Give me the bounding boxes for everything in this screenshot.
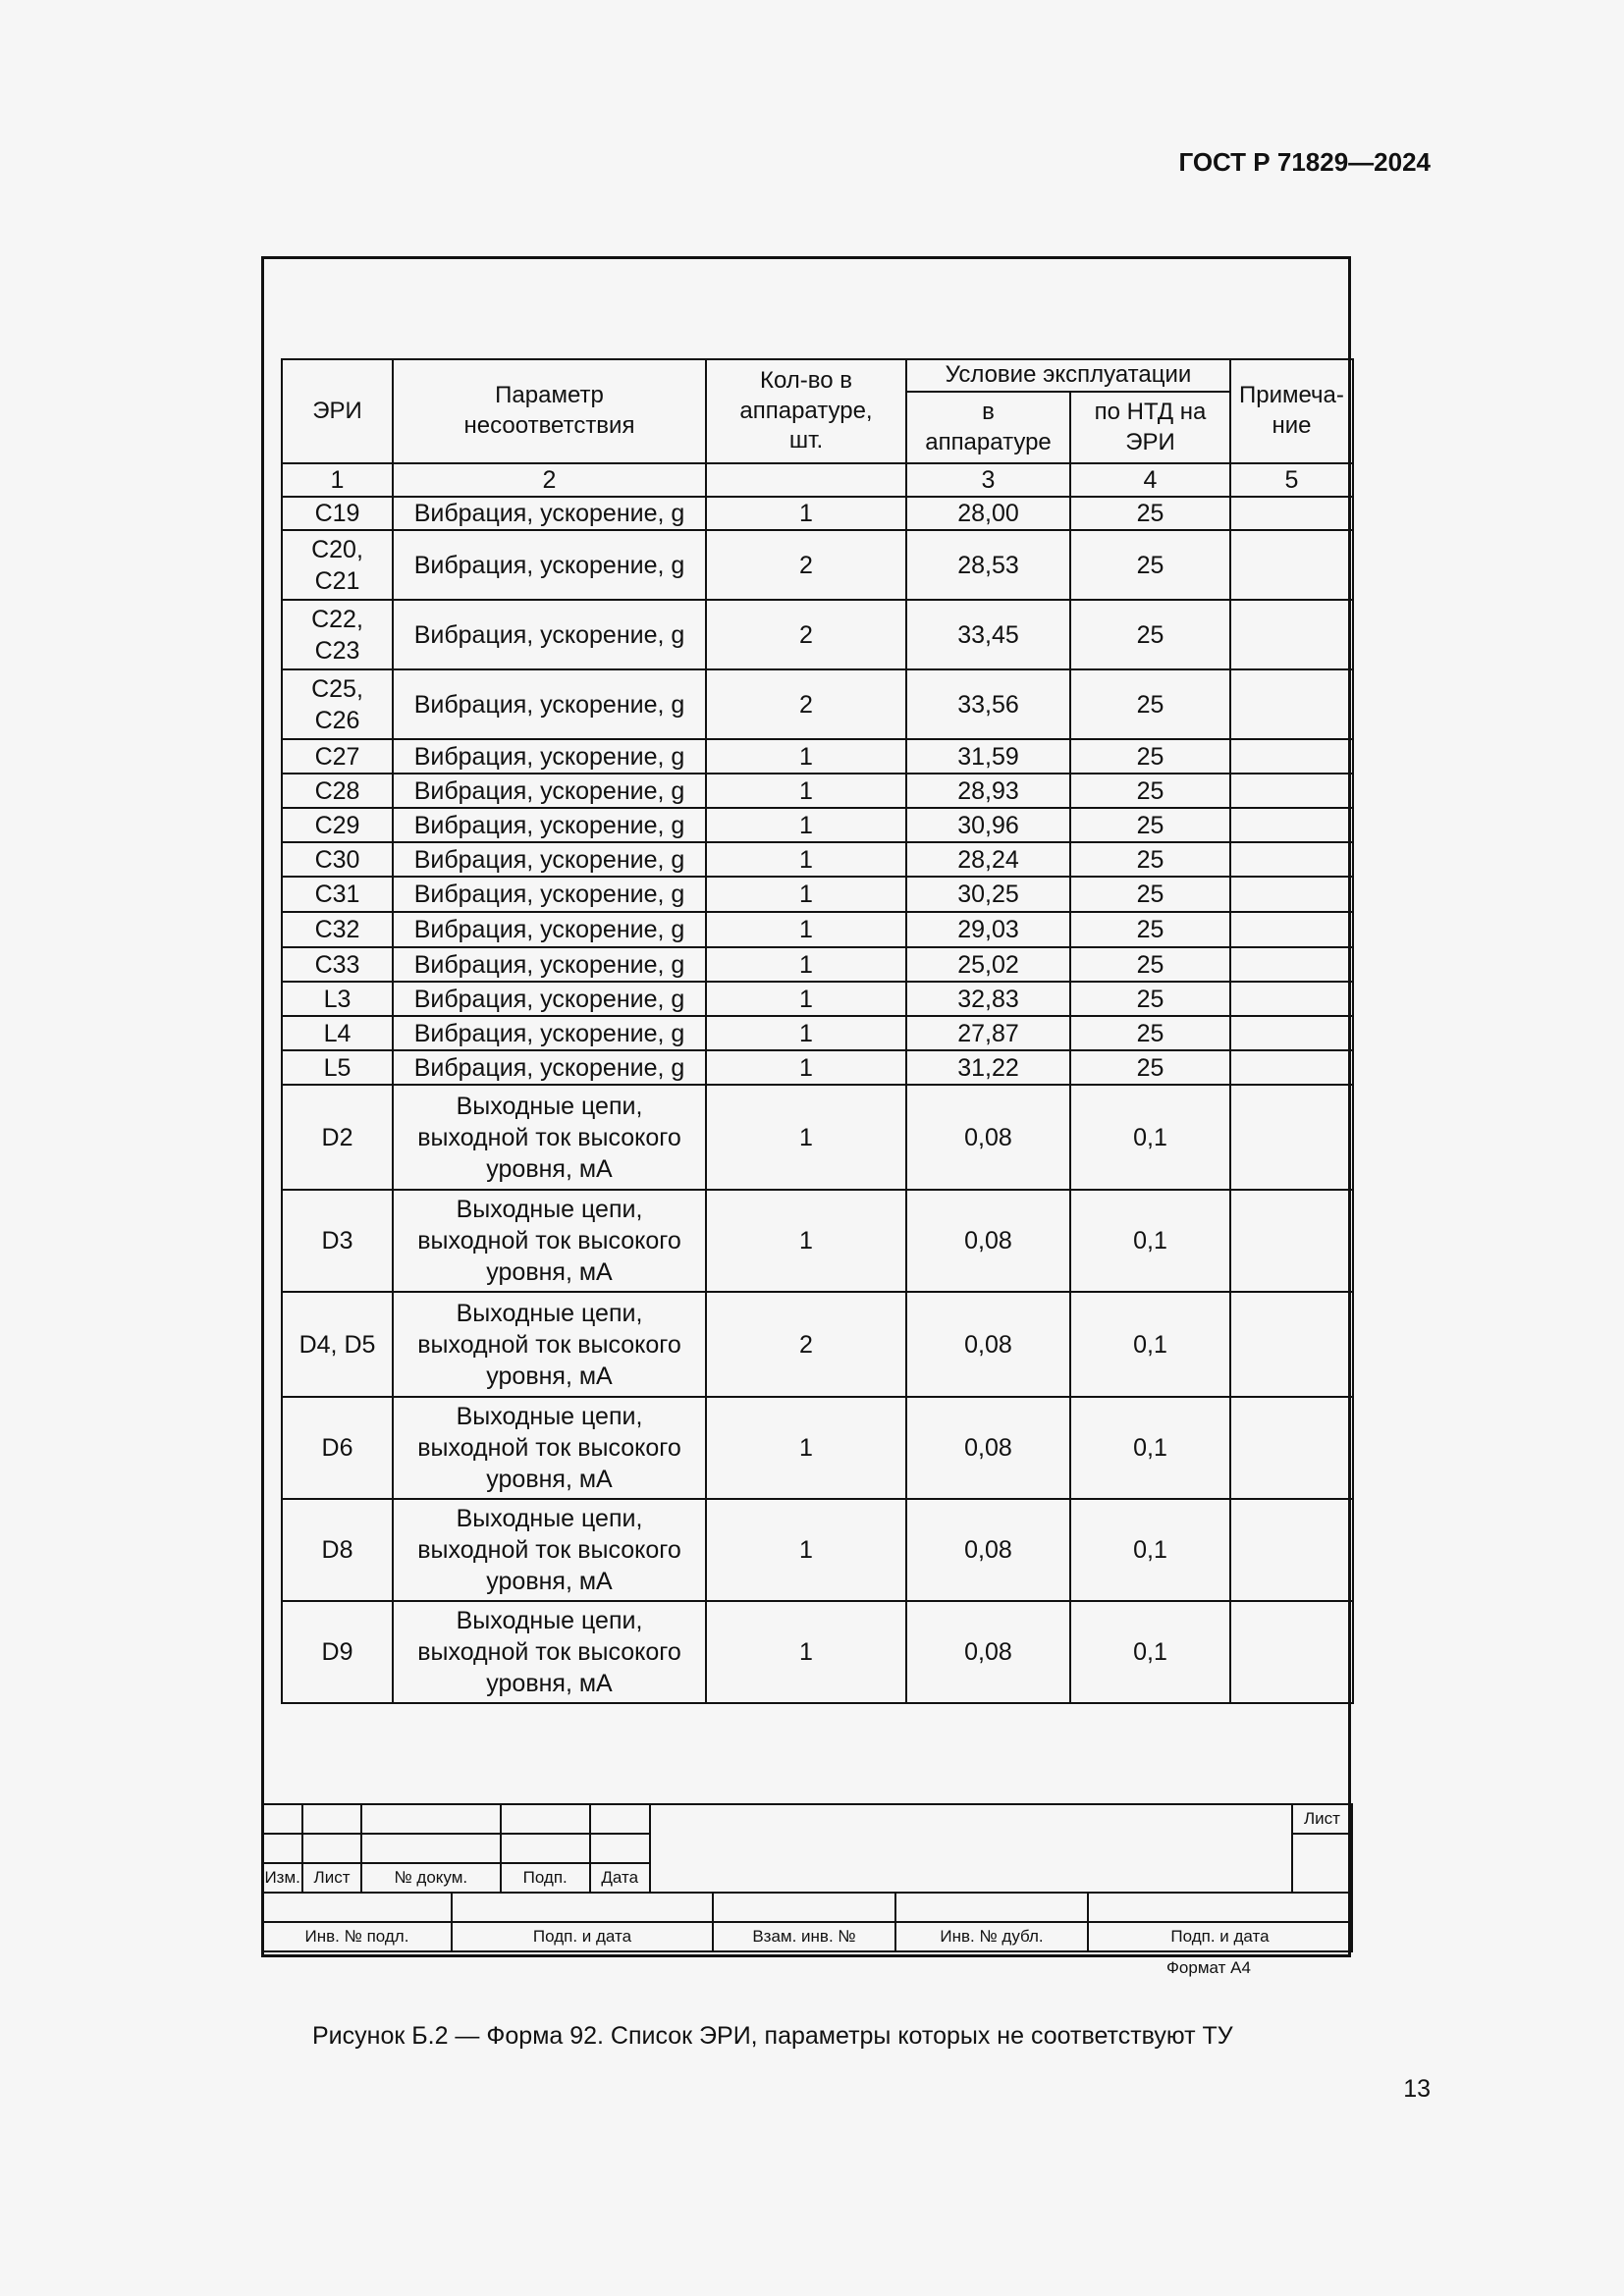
cell-ntd: 25 (1070, 739, 1230, 774)
cell-ntd: 25 (1070, 982, 1230, 1016)
cell-note (1230, 1397, 1353, 1499)
cell-apparatus: 31,59 (906, 739, 1070, 774)
cell-eri: С25, С26 (282, 669, 393, 739)
cell-qty: 2 (706, 530, 906, 600)
main-stamp-field (649, 1803, 1353, 1894)
header-cond-ntd: по НТД на ЭРИ (1070, 392, 1230, 463)
cell-note (1230, 1016, 1353, 1050)
cell-eri: С28 (282, 774, 393, 808)
cell-eri: С31 (282, 877, 393, 912)
cell-eri: L4 (282, 1016, 393, 1050)
cell-ntd: 0,1 (1070, 1499, 1230, 1601)
cell-eri: D9 (282, 1601, 393, 1703)
table-row (282, 669, 1353, 739)
cell-apparatus: 29,03 (906, 912, 1070, 947)
table-row (282, 808, 1353, 842)
stamp-doc-no: № докум. (361, 1863, 501, 1893)
cell-param: Вибрация, ускорение, g (393, 1050, 706, 1085)
table-row (282, 600, 1353, 669)
cell-apparatus: 0,08 (906, 1292, 1070, 1397)
cell-param: Выходные цепи, выходной ток высокого уровня, мА (393, 1397, 706, 1499)
table-row (282, 912, 1353, 947)
header-qty: Кол-во в аппаратуре, шт. (706, 359, 906, 463)
cell-qty: 2 (706, 1292, 906, 1397)
cell-apparatus: 28,93 (906, 774, 1070, 808)
header-conditions: Условие эксплуатации (906, 359, 1230, 392)
table-row (282, 530, 1353, 600)
cell-ntd: 25 (1070, 530, 1230, 600)
table-row (282, 774, 1353, 808)
cell-qty: 1 (706, 912, 906, 947)
cell-note (1230, 497, 1353, 530)
cell-param: Вибрация, ускорение, g (393, 877, 706, 912)
header-eri: ЭРИ (282, 359, 393, 463)
cell-qty: 1 (706, 982, 906, 1016)
cell-qty: 1 (706, 808, 906, 842)
stamp-inv-podl: Инв. № подл. (262, 1922, 452, 1951)
stamp-sheet-number (1292, 1834, 1352, 1893)
cell-apparatus: 0,08 (906, 1397, 1070, 1499)
cell-ntd: 25 (1070, 1050, 1230, 1085)
page-number: 13 (1403, 2075, 1431, 2103)
cell-note (1230, 669, 1353, 739)
cell-qty: 1 (706, 497, 906, 530)
column-number-row (282, 463, 1353, 497)
cell-ntd: 25 (1070, 774, 1230, 808)
cell-qty: 1 (706, 947, 906, 982)
stamp-sign-date-1: Подп. и дата (452, 1922, 713, 1951)
cell-note (1230, 947, 1353, 982)
cell-qty: 2 (706, 669, 906, 739)
cell-apparatus: 28,24 (906, 842, 1070, 877)
cell-apparatus: 0,08 (906, 1499, 1070, 1601)
cell-note (1230, 1085, 1353, 1190)
header-param: Параметр несоответствия (393, 359, 706, 463)
cell-param: Вибрация, ускорение, g (393, 1016, 706, 1050)
cell-note (1230, 1190, 1353, 1292)
cell-qty: 1 (706, 1085, 906, 1190)
cell-ntd: 25 (1070, 497, 1230, 530)
cell-qty: 1 (706, 1016, 906, 1050)
table-row (282, 1050, 1353, 1085)
cell-note (1230, 774, 1353, 808)
stamp-izm: Изм. (262, 1863, 302, 1893)
cell-note (1230, 1601, 1353, 1703)
cell-qty: 1 (706, 1190, 906, 1292)
cell-param: Вибрация, ускорение, g (393, 982, 706, 1016)
cell-eri: D4, D5 (282, 1292, 393, 1397)
stamp-list: Лист (302, 1863, 360, 1893)
cell-ntd: 0,1 (1070, 1397, 1230, 1499)
cell-qty: 2 (706, 600, 906, 669)
cell-eri: С29 (282, 808, 393, 842)
cell-param: Выходные цепи, выходной ток высокого уровня, мА (393, 1601, 706, 1703)
table-row (282, 1016, 1353, 1050)
cell-eri: D6 (282, 1397, 393, 1499)
cell-note (1230, 1292, 1353, 1397)
cell-apparatus: 33,45 (906, 600, 1070, 669)
table-row (282, 842, 1353, 877)
cell-ntd: 25 (1070, 669, 1230, 739)
cell-ntd: 25 (1070, 808, 1230, 842)
cell-note (1230, 982, 1353, 1016)
eri-table (281, 358, 1354, 1704)
cell-qty: 1 (706, 842, 906, 877)
table-row (282, 982, 1353, 1016)
cell-eri: L3 (282, 982, 393, 1016)
cell-apparatus: 30,25 (906, 877, 1070, 912)
cell-apparatus: 31,22 (906, 1050, 1070, 1085)
table-row (282, 877, 1353, 912)
cell-apparatus: 0,08 (906, 1601, 1070, 1703)
table-row (282, 947, 1353, 982)
revision-block (261, 1803, 651, 1894)
cell-ntd: 25 (1070, 842, 1230, 877)
cell-apparatus: 28,00 (906, 497, 1070, 530)
cell-param: Выходные цепи, выходной ток высокого уровня, мА (393, 1085, 706, 1190)
cell-param: Вибрация, ускорение, g (393, 842, 706, 877)
cell-eri: С33 (282, 947, 393, 982)
col-number: 5 (1230, 463, 1353, 497)
cell-note (1230, 842, 1353, 877)
cell-param: Вибрация, ускорение, g (393, 947, 706, 982)
table-row (282, 497, 1353, 530)
cell-eri: D2 (282, 1085, 393, 1190)
stamp-inv-dubl: Инв. № дубл. (895, 1922, 1088, 1951)
cell-param: Вибрация, ускорение, g (393, 600, 706, 669)
cell-apparatus: 0,08 (906, 1085, 1070, 1190)
cell-ntd: 25 (1070, 600, 1230, 669)
cell-param: Вибрация, ускорение, g (393, 669, 706, 739)
cell-ntd: 0,1 (1070, 1292, 1230, 1397)
cell-param: Вибрация, ускорение, g (393, 774, 706, 808)
cell-param: Вибрация, ускорение, g (393, 497, 706, 530)
cell-ntd: 0,1 (1070, 1085, 1230, 1190)
stamp-sheet-label: Лист (1292, 1804, 1352, 1834)
cell-param: Выходные цепи, выходной ток высокого уровня, мА (393, 1292, 706, 1397)
cell-eri: D8 (282, 1499, 393, 1601)
format-label: Формат А4 (1166, 1958, 1251, 1977)
cell-param: Вибрация, ускорение, g (393, 808, 706, 842)
cell-qty: 1 (706, 1397, 906, 1499)
cell-note (1230, 600, 1353, 669)
table-row (282, 1292, 1353, 1397)
cell-ntd: 0,1 (1070, 1601, 1230, 1703)
table-row (282, 1397, 1353, 1499)
cell-eri: D3 (282, 1190, 393, 1292)
cell-qty: 1 (706, 1050, 906, 1085)
cell-apparatus: 30,96 (906, 808, 1070, 842)
cell-eri: С22, С23 (282, 600, 393, 669)
cell-ntd: 25 (1070, 1016, 1230, 1050)
cell-qty: 1 (706, 1499, 906, 1601)
cell-param: Вибрация, ускорение, g (393, 912, 706, 947)
cell-param: Вибрация, ускорение, g (393, 530, 706, 600)
cell-ntd: 0,1 (1070, 1190, 1230, 1292)
stamp-date: Дата (590, 1863, 650, 1893)
col-number (706, 463, 906, 497)
cell-qty: 1 (706, 739, 906, 774)
cell-note (1230, 530, 1353, 600)
cell-note (1230, 808, 1353, 842)
cell-ntd: 25 (1070, 912, 1230, 947)
col-number: 1 (282, 463, 393, 497)
table-header-row (282, 359, 1353, 392)
col-number: 3 (906, 463, 1070, 497)
cell-qty: 1 (706, 1601, 906, 1703)
cell-param: Выходные цепи, выходной ток высокого уровня, мА (393, 1499, 706, 1601)
cell-eri: С19 (282, 497, 393, 530)
cell-note (1230, 877, 1353, 912)
col-number: 2 (393, 463, 706, 497)
cell-ntd: 25 (1070, 877, 1230, 912)
archive-block (261, 1892, 1353, 1952)
header-note: Примеча-ние (1230, 359, 1353, 463)
stamp-sign-date-2: Подп. и дата (1088, 1922, 1352, 1951)
table-row (282, 739, 1353, 774)
stamp-sign: Подп. (501, 1863, 590, 1893)
cell-param: Вибрация, ускорение, g (393, 739, 706, 774)
cell-note (1230, 739, 1353, 774)
figure-caption: Рисунок Б.2 — Форма 92. Список ЭРИ, параметры которых не соответствуют ТУ (312, 2022, 1233, 2050)
cell-apparatus: 33,56 (906, 669, 1070, 739)
cell-eri: С20, С21 (282, 530, 393, 600)
cell-apparatus: 28,53 (906, 530, 1070, 600)
header-cond-apparatus: в аппаратуре (906, 392, 1070, 463)
cell-qty: 1 (706, 774, 906, 808)
cell-ntd: 25 (1070, 947, 1230, 982)
cell-eri: С27 (282, 739, 393, 774)
cell-qty: 1 (706, 877, 906, 912)
table-row (282, 1085, 1353, 1190)
cell-note (1230, 912, 1353, 947)
table-row (282, 1190, 1353, 1292)
cell-apparatus: 0,08 (906, 1190, 1070, 1292)
document-code: ГОСТ Р 71829—2024 (1178, 147, 1431, 177)
cell-apparatus: 25,02 (906, 947, 1070, 982)
table-row (282, 1601, 1353, 1703)
cell-note (1230, 1050, 1353, 1085)
table-row (282, 1499, 1353, 1601)
cell-eri: С32 (282, 912, 393, 947)
stamp-vzam-inv: Взам. инв. № (713, 1922, 895, 1951)
col-number: 4 (1070, 463, 1230, 497)
cell-param: Выходные цепи, выходной ток высокого уровня, мА (393, 1190, 706, 1292)
cell-apparatus: 32,83 (906, 982, 1070, 1016)
cell-eri: С30 (282, 842, 393, 877)
cell-note (1230, 1499, 1353, 1601)
cell-apparatus: 27,87 (906, 1016, 1070, 1050)
cell-eri: L5 (282, 1050, 393, 1085)
